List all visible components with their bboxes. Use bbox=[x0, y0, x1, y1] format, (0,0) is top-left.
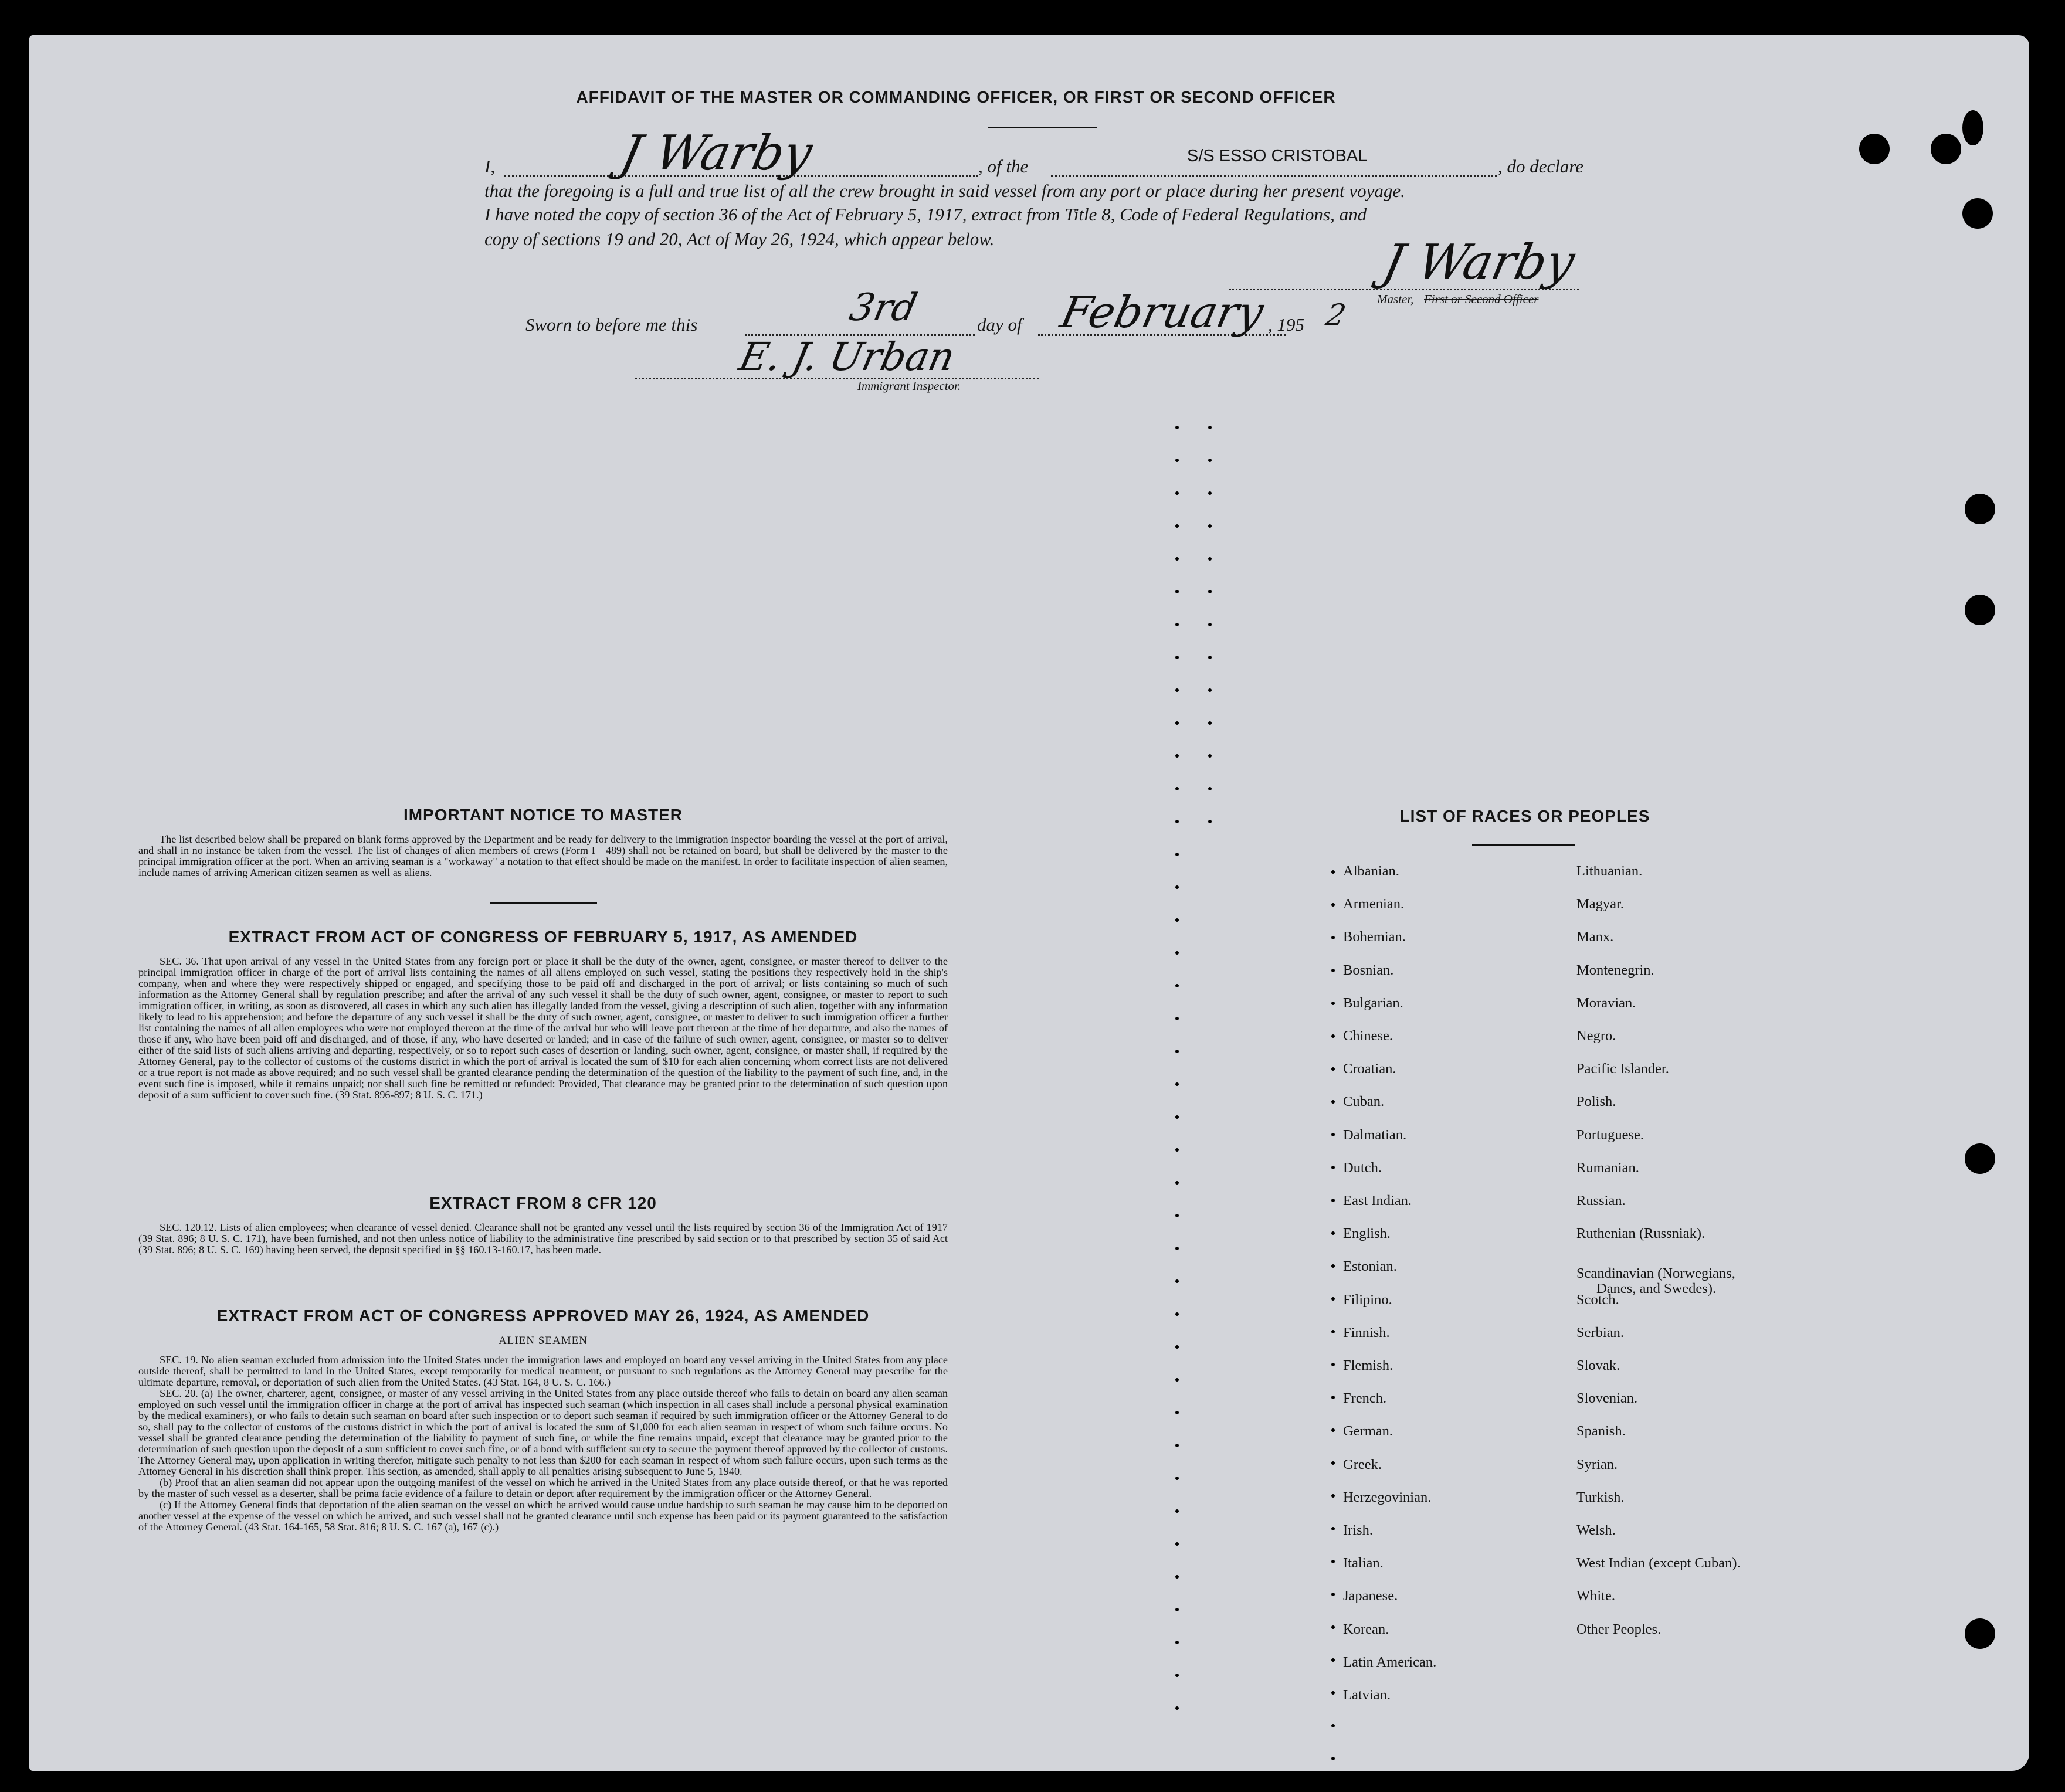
dot-mark bbox=[1208, 656, 1212, 659]
race-item: White. bbox=[1576, 1588, 1615, 1604]
race-item: Lithuanian. bbox=[1576, 863, 1643, 879]
dot-mark bbox=[1208, 721, 1212, 725]
dot-mark bbox=[1175, 524, 1179, 528]
cfr-text bbox=[138, 1222, 948, 1255]
affidavit-line-4: copy of sections 19 and 20, Act of May 26, 1924, which appear below. bbox=[484, 229, 995, 249]
race-item: Scandinavian (Norwegians, bbox=[1576, 1265, 1735, 1282]
race-item: Albanian. bbox=[1343, 863, 1399, 879]
affidavit-title: AFFIDAVIT OF THE MASTER OR COMMANDING OFFICER, OR FIRST OR SECOND OFFICER bbox=[576, 88, 1336, 106]
dot-mark bbox=[1175, 820, 1179, 823]
extract-1924-title: EXTRACT FROM ACT OF CONGRESS APPROVED MAY 26, 1924, AS AMENDED bbox=[216, 1306, 870, 1325]
sworn-day: 3rd bbox=[846, 286, 921, 330]
dot-mark bbox=[1175, 754, 1179, 758]
punch-hole bbox=[1965, 1143, 1995, 1174]
inspector-caption: Immigrant Inspector. bbox=[857, 379, 961, 393]
dot-mark bbox=[1175, 918, 1179, 922]
dot-mark bbox=[1331, 1166, 1335, 1169]
day-of-label: day of bbox=[977, 314, 1022, 335]
dot-mark bbox=[1175, 1017, 1179, 1020]
race-item: Italian. bbox=[1343, 1555, 1384, 1572]
title-divider bbox=[988, 127, 1097, 128]
dot-mark bbox=[1208, 623, 1212, 626]
dot-mark bbox=[1175, 1444, 1179, 1447]
affidavit-line-3: I have noted the copy of section 36 of the Act of February 5, 1917, extract from Title 8, Code of Federal Regulations, and bbox=[484, 204, 1367, 225]
punch-hole bbox=[1962, 198, 1993, 229]
race-item: Magyar. bbox=[1576, 896, 1624, 912]
dot-mark bbox=[1175, 1542, 1179, 1546]
dot-mark bbox=[1175, 787, 1179, 790]
race-item: Ruthenian (Russniak). bbox=[1576, 1226, 1705, 1242]
race-item: Manx. bbox=[1576, 929, 1614, 945]
race-item: Croatian. bbox=[1343, 1061, 1396, 1077]
race-item: Latvian. bbox=[1343, 1687, 1391, 1703]
punch-hole bbox=[1965, 494, 1995, 524]
race-item: Bohemian. bbox=[1343, 929, 1406, 945]
race-item: Pacific Islander. bbox=[1576, 1061, 1669, 1077]
race-item: Slovak. bbox=[1576, 1357, 1620, 1373]
year-prefix: , 195 bbox=[1268, 314, 1304, 335]
race-item: English. bbox=[1343, 1226, 1391, 1242]
section-20b-paragraph: (b) Proof that an alien seaman did not appear upon the outgoing manifest of the vessel on which he arrived in the United States from any place outside thereof, or that he was reported by the master of such vessel as a deserter, shall be prima facie evidence of a failure to detain or deport after requirement by the immigration officer or the Attorney General. bbox=[138, 1477, 948, 1499]
dot-mark bbox=[1331, 1034, 1335, 1038]
dot-mark bbox=[1208, 459, 1212, 462]
dot-mark bbox=[1175, 688, 1179, 692]
race-item: Other Peoples. bbox=[1576, 1621, 1662, 1637]
dot-mark bbox=[1175, 1575, 1179, 1579]
dot-mark bbox=[1331, 969, 1335, 972]
race-item: Filipino. bbox=[1343, 1291, 1392, 1308]
race-item: Serbian. bbox=[1576, 1324, 1624, 1340]
section-36-paragraph: SEC. 36. That upon arrival of any vessel in the United States from any foreign port or place it shall be the duty of the owner, agent, consignee, or master thereof to deliver to the principal immigration officer in charge of the port of arrival lists containing the names of all aliens employed on such vessel, stating the positions they respectively hold in the ship's company, when and where they were respectively shipped or engaged, and specifying those to be paid off and discharged in the port of arrival; or lists containing so much of such information as the Attorney General shall by regulation prescribe; and after the arrival of any such vessel it shall be the duty of such owner, agent, consignee, or master to report to such immigration officer, in writing, as soon as discovered, all cases in which any such alien has illegally landed from the vessel, giving a description of such alien, together with any information likely to lead to his apprehension; and before the departure of any such vessel it shall be the duty of such owner, agent, consignee, or master to deliver to such immigration officer a further list containing the names of all alien employees who were not employed thereon at the time of the arrival but who will leave port thereon at the time of her departure, and also the names of those if any, who have been paid off and discharged, and of those, if any, who have deserted or landed; and in case of the failure of such owner, agent, consignee, or master so to deliver either of the said lists of such aliens arriving and departing, respectively, or so to report such cases of desertion or landing, such owner, agent, consignee, or master shall, if required by the Attorney General, pay to the collector of customs of the customs district in which the port of arrival is located the sum of $10 for each alien concerning whom correct lists are not delivered or a true report is not made as above required; and no such vessel shall be granted clearance pending the determination of the question of the liability to the payment of such fine, and, in the event such fine is imposed, while it remains unpaid; nor shall such fine be remitted or refunded: Provided, That clearance may be granted prior to the determination of such question upon deposit of a sum sufficient to cover such fine. (39 Stat. 896-897; 8 U. S. C. 171.) bbox=[138, 955, 948, 1101]
race-item: Japanese. bbox=[1343, 1588, 1398, 1604]
dot-mark bbox=[1331, 1330, 1335, 1333]
race-item: Chinese. bbox=[1343, 1028, 1393, 1044]
dot-mark bbox=[1331, 1199, 1335, 1202]
notice-title: IMPORTANT NOTICE TO MASTER bbox=[403, 806, 683, 824]
race-item: Welsh. bbox=[1576, 1522, 1616, 1538]
dot-mark bbox=[1175, 491, 1179, 495]
dot-mark bbox=[1208, 524, 1212, 528]
dot-mark bbox=[1331, 1297, 1335, 1301]
sworn-year: 2 bbox=[1323, 298, 1349, 332]
dot-mark bbox=[1175, 1345, 1179, 1349]
dot-mark bbox=[1175, 1378, 1179, 1382]
section-20a-paragraph: SEC. 20. (a) The owner, charterer, agent, consignee, or master of any vessel arriving in the United States from any place outside thereof who fails to detain on board any alien seaman employed on such vessel until the immigration officer in charge at the port of arrival has inspected such seaman (which inspection in all cases shall include a personal physical examination by the medical examiners), or who fails to detain such seaman on board after such inspection or to deport such seaman if required by such immigration officer or the Attorney General to do so, shall pay to the collector of customs of the customs district in which the port of arrival is located the sum of $1,000 for each alien seaman in respect of whom such failure occurs. No vessel shall be granted clearance pending the determination of the liability to payment of such fine, or while the fine remains unpaid, except that clearance may be granted prior to the determination of such question upon the deposit of a sum sufficient to cover such fine, or of a bond with sufficient surety to secure the payment thereof approved by the collector of customs. The Attorney General may, upon application in writing therefor, mitigate such penalty to not less than $200 for each seaman in respect of whom such failure occurs, upon such terms as the Attorney General in his discretion shall think proper. This section, as amended, shall apply to all penalties arising subsequent to June 5, 1940. bbox=[138, 1387, 948, 1477]
race-item: Bosnian. bbox=[1343, 962, 1394, 978]
vessel-name: S/S ESSO CRISTOBAL bbox=[1187, 147, 1368, 165]
dot-mark bbox=[1175, 1641, 1179, 1644]
race-item: Cuban. bbox=[1343, 1094, 1385, 1110]
dot-mark bbox=[1175, 885, 1179, 889]
dot-mark bbox=[1331, 1363, 1335, 1366]
dot-mark bbox=[1175, 1674, 1179, 1677]
notice-paragraph: The list described below shall be prepared on blank forms approved by the Department and be ready for delivery to the immigration inspector boarding the vessel at the port of arrival, and shall in no instance be taken from the vessel. The list of changes of alien members of crews (Form I—489) shall not be retained on board, but shall be delivered by the master to the principal immigration officer at the port. When an arriving seaman is a "workaway" a notation to that effect should be made on the manifest. In order to facilitate inspection of alien seamen, include names of arriving American citizen seamen as well as aliens. bbox=[138, 833, 948, 878]
race-item: Scotch. bbox=[1576, 1291, 1619, 1308]
dot-mark bbox=[1175, 984, 1179, 987]
extract-1924-text bbox=[138, 1355, 948, 1533]
race-item: Latin American. bbox=[1343, 1654, 1437, 1670]
dot-mark bbox=[1175, 1181, 1179, 1185]
dot-mark bbox=[1331, 1724, 1335, 1727]
race-item: Portuguese. bbox=[1576, 1126, 1644, 1143]
dot-mark bbox=[1331, 1691, 1335, 1695]
cfr-title: EXTRACT FROM 8 CFR 120 bbox=[429, 1194, 657, 1212]
dot-mark bbox=[1175, 656, 1179, 659]
dot-mark bbox=[1331, 1067, 1335, 1071]
punch-hole bbox=[1965, 1618, 1995, 1649]
punch-hole bbox=[1931, 134, 1961, 164]
dot-mark bbox=[1331, 1527, 1335, 1530]
punch-hole bbox=[1962, 110, 1983, 145]
section-20c-paragraph: (c) If the Attorney General finds that deportation of the alien seaman on the vessel on which he arrived would cause undue hardship to such seaman he may cause him to be deported on another vessel at the expense of the vessel on which he arrived, and such vessel shall not be granted clearance until such expense has been paid or its payment guaranteed to the satisfaction of the Attorney General. (43 Stat. 164-165, 58 Stat. 816; 8 U. S. C. 167 (a), 167 (c).) bbox=[138, 1499, 948, 1533]
master-signature-line bbox=[1229, 289, 1579, 290]
dot-mark bbox=[1331, 903, 1335, 907]
affidavit-of-the: , of the bbox=[978, 156, 1029, 177]
notice-text bbox=[138, 834, 948, 878]
dot-mark bbox=[1175, 1247, 1179, 1250]
race-item: Rumanian. bbox=[1576, 1159, 1639, 1176]
dot-mark bbox=[1331, 870, 1335, 874]
dot-mark bbox=[1175, 1312, 1179, 1316]
dot-mark bbox=[1175, 1148, 1179, 1152]
dot-mark bbox=[1175, 853, 1179, 856]
dot-mark bbox=[1175, 590, 1179, 593]
dot-mark bbox=[1208, 557, 1212, 561]
dot-mark bbox=[1208, 426, 1212, 429]
dot-mark bbox=[1331, 1494, 1335, 1498]
dot-mark bbox=[1175, 1411, 1179, 1414]
race-item: Herzegovinian. bbox=[1343, 1489, 1432, 1505]
race-item: West Indian (except Cuban). bbox=[1576, 1555, 1741, 1572]
dot-mark bbox=[1175, 1279, 1179, 1283]
dot-mark bbox=[1175, 951, 1179, 955]
master-caption: Master, bbox=[1377, 292, 1414, 306]
dot-mark bbox=[1331, 1133, 1335, 1136]
dot-mark bbox=[1175, 623, 1179, 626]
race-item: Korean. bbox=[1343, 1621, 1389, 1637]
dot-mark bbox=[1331, 1461, 1335, 1465]
dot-mark bbox=[1331, 936, 1335, 939]
dot-mark bbox=[1175, 1082, 1179, 1086]
race-item: Montenegrin. bbox=[1576, 962, 1654, 978]
race-item: Estonian. bbox=[1343, 1258, 1397, 1275]
section-120-12-paragraph: SEC. 120.12. Lists of alien employees; when clearance of vessel denied. Clearance shall not be granted any vessel until the lists required by section 36 of the Immigration Act of 1917 (39 Stat. 896; 8 U. S. C. 171), have been furnished, and not then unless notice of liability to the administrative fine prescribed by said section or to that prescribed by section 35 of said Act (39 Stat. 896; 8 U. S. C. 169) having been served, the deposit specified in §§ 160.13-160.17, has been made. bbox=[138, 1221, 948, 1255]
sworn-label: Sworn to before me this bbox=[525, 314, 698, 335]
notice-divider bbox=[490, 902, 597, 904]
dot-mark bbox=[1175, 459, 1179, 462]
dot-mark bbox=[1175, 1050, 1179, 1053]
alien-seamen-subtitle: ALIEN SEAMEN bbox=[499, 1335, 588, 1347]
dot-mark bbox=[1331, 1231, 1335, 1235]
race-item: Polish. bbox=[1576, 1094, 1616, 1110]
race-item: Spanish. bbox=[1576, 1423, 1626, 1440]
race-item: Finnish. bbox=[1343, 1324, 1390, 1340]
dot-mark bbox=[1331, 1100, 1335, 1104]
dot-mark bbox=[1208, 590, 1212, 593]
punch-hole bbox=[1859, 134, 1890, 164]
struck-officer-caption: First or Second Officer bbox=[1424, 292, 1539, 306]
master-name-signature: J Warby bbox=[615, 125, 818, 181]
race-item: Bulgarian. bbox=[1343, 995, 1403, 1011]
punch-hole bbox=[1965, 595, 1995, 625]
race-item: Greek. bbox=[1343, 1456, 1382, 1472]
dot-mark bbox=[1208, 688, 1212, 692]
race-item: French. bbox=[1343, 1390, 1387, 1407]
race-item: Irish. bbox=[1343, 1522, 1374, 1538]
inspector-line bbox=[635, 378, 1039, 379]
dot-mark bbox=[1175, 1509, 1179, 1513]
race-item: Dutch. bbox=[1343, 1159, 1382, 1176]
dot-mark bbox=[1175, 557, 1179, 561]
race-item: Russian. bbox=[1576, 1193, 1626, 1209]
inspector-signature: E. J. Urban bbox=[735, 334, 959, 379]
races-divider bbox=[1472, 844, 1575, 846]
dot-mark bbox=[1331, 1560, 1335, 1563]
race-item: Negro. bbox=[1576, 1028, 1616, 1044]
dot-mark bbox=[1208, 820, 1212, 823]
section-19-paragraph: SEC. 19. No alien seaman excluded from admission into the United States under the immigration laws and employed on board any vessel arriving in the United States from any place outside thereof, shall be permitted to land in the United States, except temporarily for medical treatment, or pursuant to such regulations as the Attorney General may prescribe for the ultimate departure, removal, or deportation of such alien from the United States. (43 Stat. 164, 8 U. S. C. 166.) bbox=[138, 1354, 948, 1388]
affidavit-i: I, bbox=[484, 156, 496, 177]
dot-mark bbox=[1331, 1396, 1335, 1399]
race-item: Moravian. bbox=[1576, 995, 1636, 1011]
dot-mark bbox=[1208, 754, 1212, 758]
dot-mark bbox=[1331, 1658, 1335, 1662]
affidavit-do-declare: , do declare bbox=[1498, 156, 1584, 177]
dot-mark bbox=[1331, 1428, 1335, 1432]
dot-mark bbox=[1331, 1757, 1335, 1760]
race-item: Dalmatian. bbox=[1343, 1126, 1407, 1143]
extract-1917-text bbox=[138, 956, 948, 1101]
dot-mark bbox=[1175, 721, 1179, 725]
dot-mark bbox=[1331, 1264, 1335, 1268]
dot-mark bbox=[1175, 1477, 1179, 1480]
dot-mark bbox=[1175, 1608, 1179, 1611]
dot-mark bbox=[1331, 1593, 1335, 1596]
dot-mark bbox=[1331, 1625, 1335, 1629]
dot-mark bbox=[1175, 426, 1179, 429]
sworn-month: February bbox=[1056, 287, 1268, 338]
races-title: LIST OF RACES OR PEOPLES bbox=[1399, 807, 1650, 825]
affidavit-line-2: that the foregoing is a full and true list of all the crew brought in said vessel from any port or place during her present voyage. bbox=[484, 181, 1405, 201]
dot-mark bbox=[1208, 491, 1212, 495]
race-item: East Indian. bbox=[1343, 1193, 1412, 1209]
dot-mark bbox=[1175, 1214, 1179, 1217]
race-item: German. bbox=[1343, 1423, 1393, 1440]
master-signature: J Warby bbox=[1378, 235, 1580, 290]
dot-mark bbox=[1208, 787, 1212, 790]
dot-mark bbox=[1175, 1706, 1179, 1710]
vessel-line bbox=[1051, 175, 1497, 177]
race-item: Danes, and Swedes). bbox=[1596, 1281, 1717, 1297]
race-item: Armenian. bbox=[1343, 896, 1405, 912]
dot-mark bbox=[1331, 1002, 1335, 1005]
race-item: Slovenian. bbox=[1576, 1390, 1638, 1407]
race-item: Flemish. bbox=[1343, 1357, 1393, 1373]
race-item: Syrian. bbox=[1576, 1456, 1618, 1472]
dot-mark bbox=[1175, 1115, 1179, 1119]
race-item: Turkish. bbox=[1576, 1489, 1625, 1505]
extract-1917-title: EXTRACT FROM ACT OF CONGRESS OF FEBRUARY 5, 1917, AS AMENDED bbox=[228, 928, 858, 946]
